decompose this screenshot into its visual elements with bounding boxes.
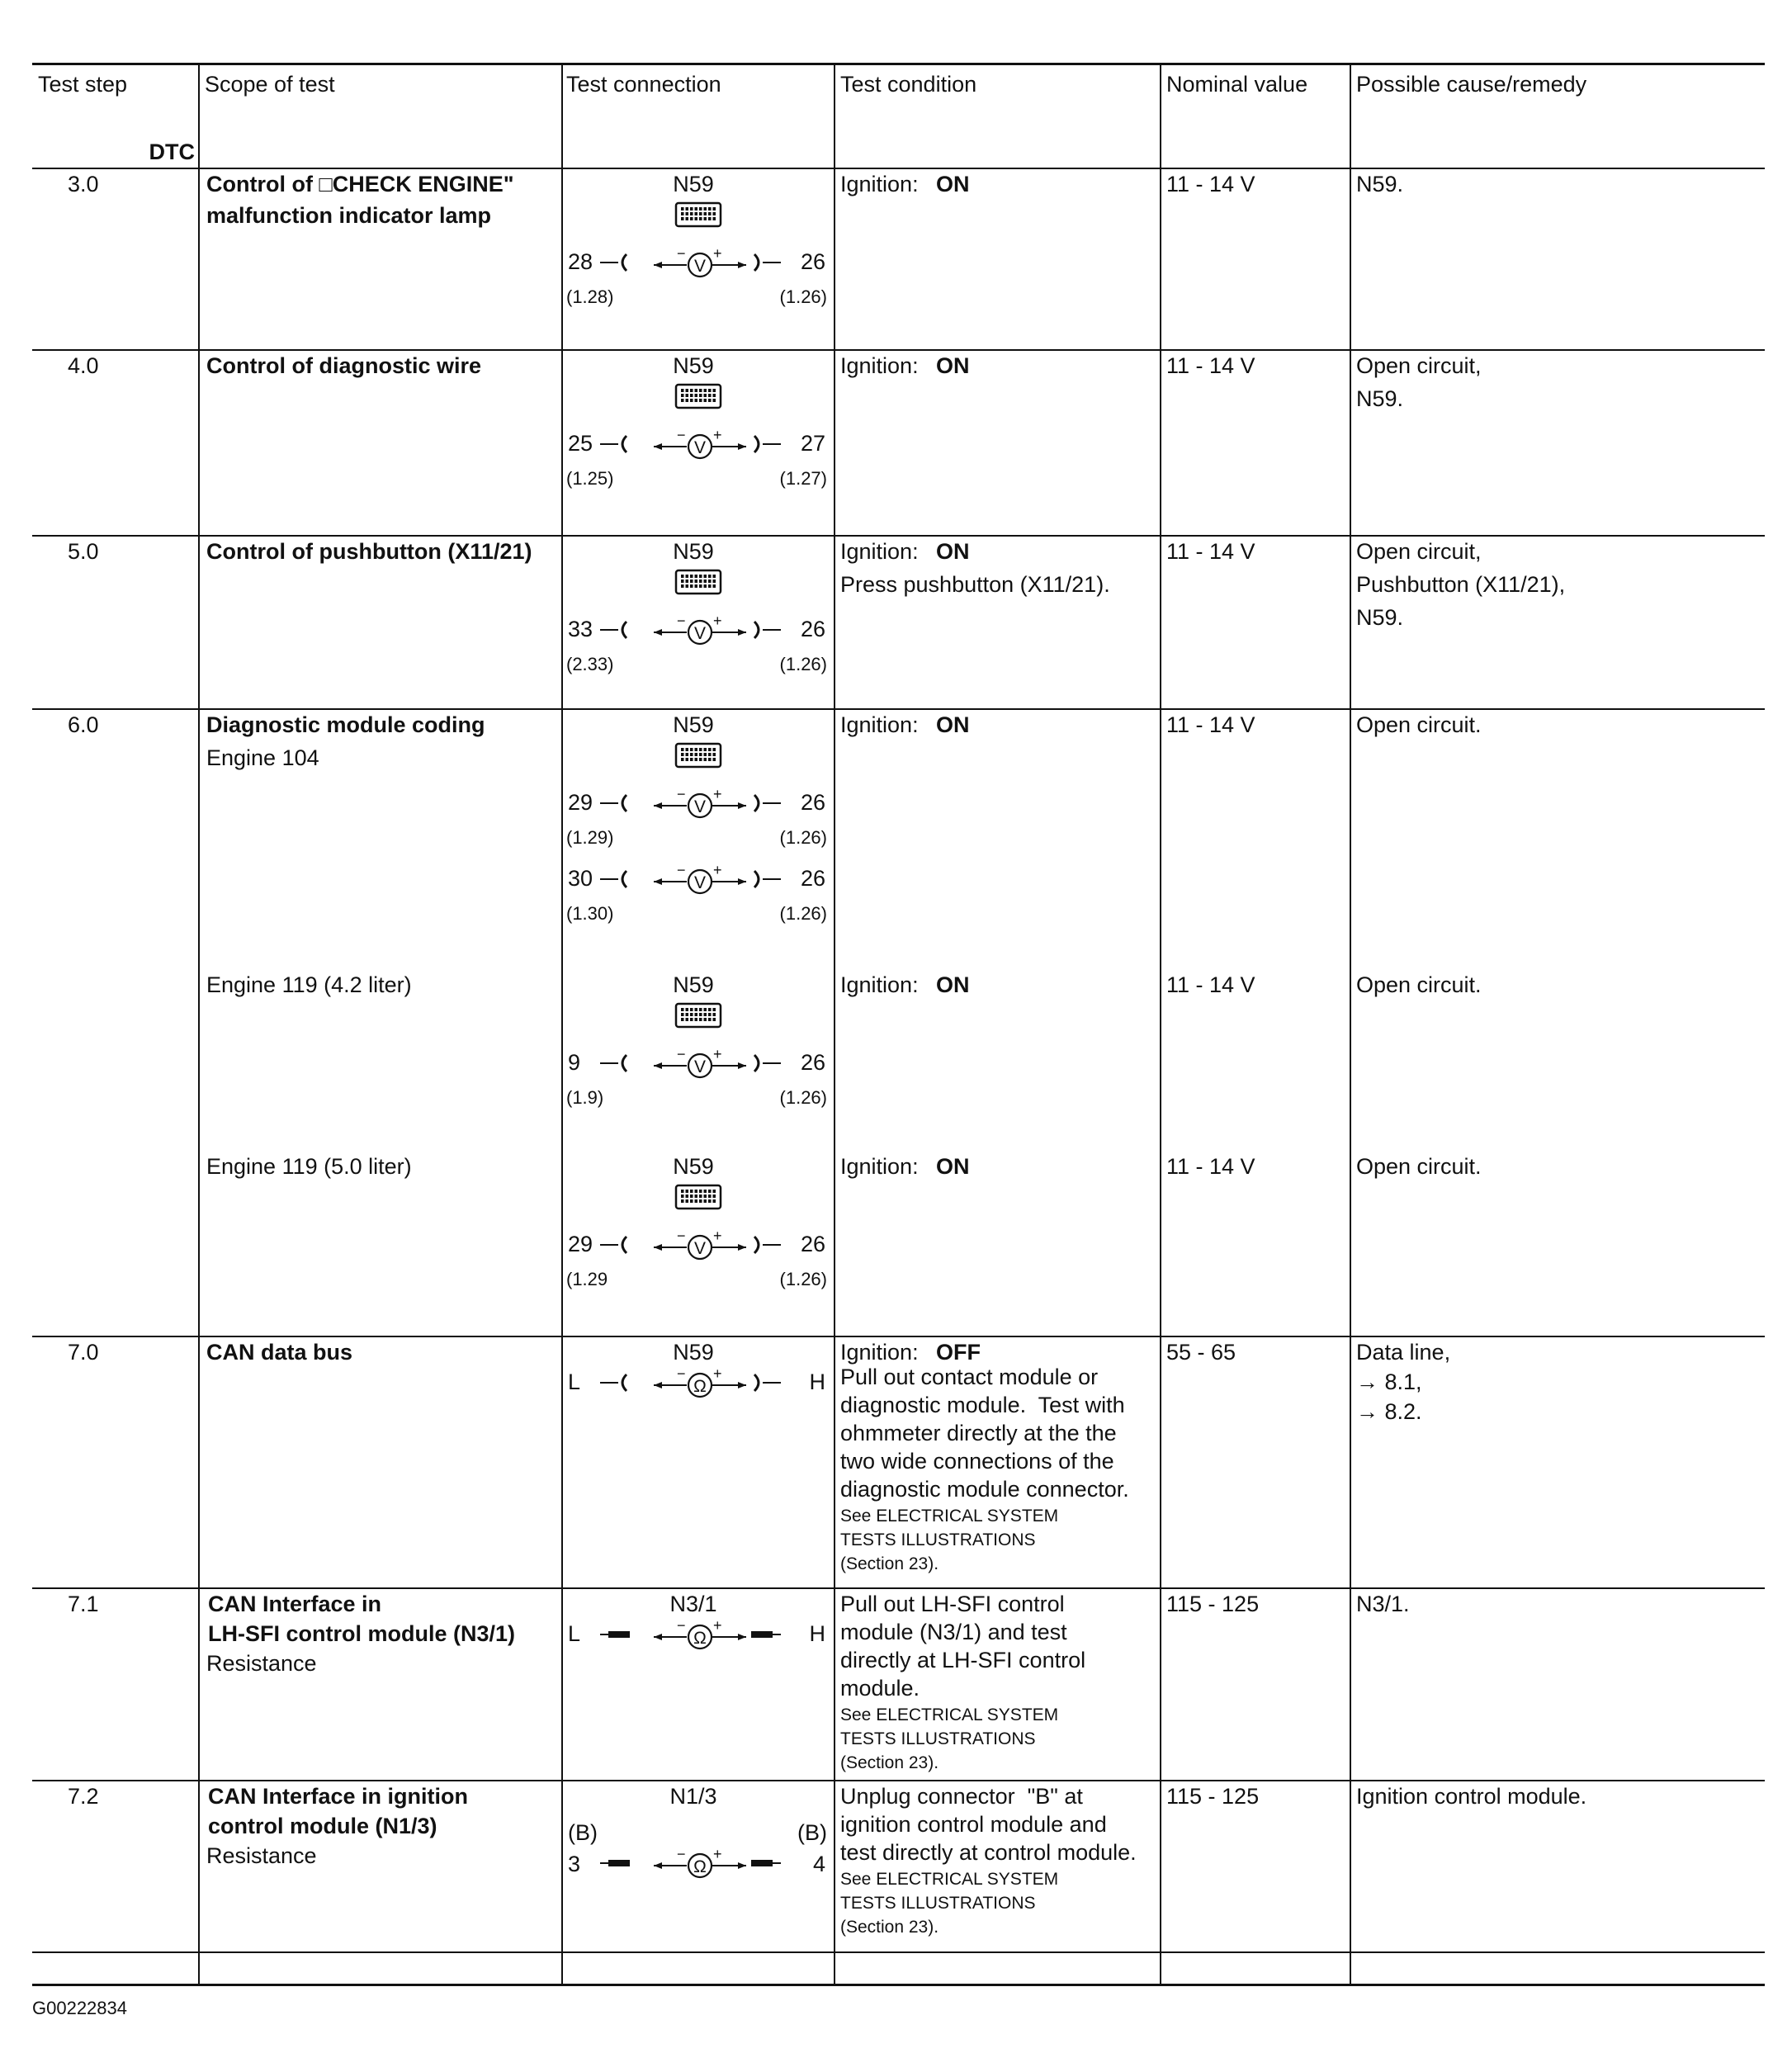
condition-note: See ELECTRICAL SYSTEM [840,1705,1059,1724]
voltmeter-icon [652,788,751,821]
control-module-icon [674,382,723,410]
svg-text:−: − [677,614,686,629]
pin-left: 28 [568,249,593,274]
nominal-value: 11 - 14 V [1166,353,1255,378]
remedy-text: N59. [1356,386,1404,411]
svg-text:−: − [677,247,686,262]
remedy-text: Open circuit, [1356,539,1482,564]
svg-text:−: − [677,1048,686,1062]
condition-text: module (N3/1) and test [840,1620,1067,1644]
svg-text:−: − [677,428,686,443]
column-divider [1350,63,1351,1984]
pin-left: 25 [568,431,593,456]
column-divider [198,63,200,1984]
condition-note: TESTS ILLUSTRATIONS [840,1530,1036,1549]
svg-text:−: − [677,863,686,878]
scope-detail: Engine 119 (4.2 liter) [206,972,412,997]
svg-text:Ω: Ω [693,1377,707,1396]
module-designation: N1/3 [669,1784,717,1809]
pin-right-ref: (1.26) [779,903,827,924]
scope-detail: Resistance [206,1843,317,1868]
header-test-step: Test step [38,72,128,97]
pin-left-ref: (1.28) [566,286,614,307]
condition-label: Ignition: [840,712,919,737]
svg-text:+: + [713,247,722,262]
module-designation: N59 [673,1340,714,1365]
svg-text:+: + [713,1847,722,1862]
svg-text:+: + [713,1048,722,1062]
test-lead-left [598,1232,635,1257]
svg-text:+: + [713,1229,722,1244]
condition-state: ON [936,353,970,378]
svg-text:−: − [677,1847,686,1862]
svg-text:−: − [677,1229,686,1244]
pin-right-ref: (1.26) [779,1087,827,1108]
svg-text:+: + [713,788,722,802]
test-lead-right [746,1051,783,1076]
condition-text: Press pushbutton (X11/21). [840,572,1110,597]
condition-text: module. [840,1676,920,1701]
condition-text: ohmmeter directly at the the [840,1421,1117,1445]
condition-note: TESTS ILLUSTRATIONS [840,1729,1036,1748]
test-step-number: 6.0 [68,712,99,737]
condition-text: ignition control module and [840,1812,1107,1837]
pin-left: L [568,1621,581,1646]
table-rule [32,535,1765,537]
header-connection: Test connection [566,72,721,97]
remedy-text: N3/1. [1356,1592,1410,1616]
module-designation: N59 [673,539,714,564]
control-module-icon [674,568,723,596]
control-module-icon [674,201,723,229]
voltmeter-icon [652,247,751,280]
table-rule [32,708,1765,710]
pin-right: 26 [800,617,825,641]
condition-text: two wide connections of the [840,1449,1114,1474]
condition-state: ON [936,1154,970,1179]
remedy-text: Ignition control module. [1356,1784,1587,1809]
pin-left: 33 [568,617,593,641]
condition-label: Ignition: [840,539,919,564]
ohmmeter-icon [652,1367,751,1400]
pin-left: L [568,1370,581,1394]
test-lead-left [598,1051,635,1076]
table-rule [32,1984,1765,1986]
voltmeter-icon [652,1229,751,1262]
condition-text: directly at LH-SFI control [840,1648,1086,1672]
column-divider [561,63,563,1984]
pin-right-ref: (1.26) [779,1269,827,1289]
test-lead-right [746,791,783,816]
column-divider [1160,63,1161,1984]
module-designation: N59 [673,972,714,997]
condition-label: Ignition: [840,1154,919,1179]
svg-text:Ω: Ω [693,1629,707,1648]
pin-right-ref: (1.26) [779,654,827,674]
scope-title: Control of pushbutton (X11/21) [206,539,532,564]
test-lead-right [746,1622,783,1647]
remedy-text: Open circuit. [1356,972,1482,997]
remedy-text: Open circuit, [1356,353,1482,378]
test-lead-right [746,250,783,275]
svg-text:Ω: Ω [693,1857,707,1876]
connector-label-left: (B) [568,1820,598,1845]
svg-text:+: + [713,863,722,878]
module-designation: N59 [673,353,714,378]
condition-label: Ignition: [840,972,919,997]
test-step-number: 7.2 [68,1784,99,1809]
test-lead-left [598,617,635,642]
test-lead-right [746,867,783,892]
svg-text:+: + [713,614,722,629]
condition-text: Pull out contact module or [840,1365,1099,1389]
nominal-value: 11 - 14 V [1166,972,1255,997]
header-condition: Test condition [840,72,977,97]
connector-label-right: (B) [797,1820,827,1845]
voltmeter-icon [652,614,751,647]
pin-right-ref: (1.27) [779,468,827,489]
condition-note: See ELECTRICAL SYSTEM [840,1507,1059,1526]
header-scope: Scope of test [205,72,335,97]
nominal-value: 11 - 14 V [1166,172,1255,196]
condition-state: ON [936,712,970,737]
table-rule [32,1336,1765,1337]
test-step-number: 3.0 [68,172,99,196]
table-rule [32,1951,1765,1953]
pin-right-ref: (1.26) [779,827,827,848]
svg-text:−: − [677,1619,686,1634]
remedy-text: Data line, [1356,1340,1451,1365]
svg-text:+: + [713,1367,722,1382]
nominal-value: 55 - 65 [1166,1340,1236,1365]
pin-right: 26 [800,249,825,274]
voltmeter-icon [652,428,751,461]
pin-right: 26 [800,1232,825,1256]
condition-note: (Section 23). [840,1753,939,1772]
test-step-number: 4.0 [68,353,99,378]
test-lead-left [598,867,635,892]
pin-right: 26 [800,790,825,815]
svg-text:V: V [693,1239,707,1258]
control-module-icon [674,741,723,769]
pin-left-ref: (2.33) [566,654,614,674]
scope-detail: Resistance [206,1651,317,1676]
table-rule [32,168,1765,169]
test-step-number: 7.0 [68,1340,99,1365]
svg-text:V: V [693,438,707,457]
voltmeter-icon [652,863,751,896]
pin-left-ref: (1.25) [566,468,614,489]
condition-note: TESTS ILLUSTRATIONS [840,1894,1036,1913]
test-lead-right [746,1370,783,1395]
scope-title: Control of diagnostic wire [206,353,482,378]
scope-title: CAN Interface in [208,1592,382,1616]
remedy-text: Pushbutton (X11/21), [1356,572,1566,597]
condition-label: Ignition: [840,172,919,196]
nominal-value: 11 - 14 V [1166,1154,1255,1179]
pin-left: 29 [568,1232,593,1256]
pin-right: 26 [800,866,825,891]
remedy-text: → 8.1, [1356,1370,1422,1394]
figure-id: G00222834 [32,1998,127,2018]
pin-left: 9 [568,1050,581,1075]
condition-note: See ELECTRICAL SYSTEM [840,1870,1059,1889]
scope-title: LH-SFI control module (N3/1) [208,1621,516,1646]
test-lead-left [598,1851,635,1876]
test-lead-left [598,1622,635,1647]
pin-left-ref: (1.29 [566,1269,608,1289]
module-designation: N3/1 [669,1592,717,1616]
module-designation: N59 [673,172,714,196]
nominal-value: 11 - 14 V [1166,539,1255,564]
module-designation: N59 [673,1154,714,1179]
svg-text:+: + [713,1619,722,1634]
pin-right: 26 [800,1050,825,1075]
condition-text: Unplug connector "B" at [840,1784,1083,1809]
scope-title: Diagnostic module coding [206,712,485,737]
svg-text:V: V [693,257,707,276]
remedy-text: → 8.2. [1356,1399,1422,1424]
svg-text:+: + [713,428,722,443]
header-remedy: Possible cause/remedy [1356,72,1587,97]
pin-right: 27 [800,431,825,456]
pin-right-ref: (1.26) [779,286,827,307]
scope-title: CAN Interface in ignition [208,1784,469,1809]
test-lead-left [598,791,635,816]
svg-text:V: V [693,873,707,892]
pin-left: 3 [568,1852,581,1876]
scope-detail: Engine 119 (5.0 liter) [206,1154,412,1179]
svg-text:V: V [693,624,707,643]
remedy-text: N59. [1356,172,1404,196]
module-designation: N59 [673,712,714,737]
condition-state: ON [936,172,970,196]
voltmeter-icon [652,1048,751,1081]
scope-title: control module (N1/3) [208,1814,437,1838]
remedy-text: Open circuit. [1356,712,1482,737]
svg-text:−: − [677,1367,686,1382]
nominal-value: 115 - 125 [1166,1592,1260,1616]
pin-right: H [809,1370,825,1394]
scope-title: Control of □CHECK ENGINE" [206,172,514,196]
condition-label: Ignition: [840,353,919,378]
scope-title: malfunction indicator lamp [206,203,492,228]
test-lead-left [598,432,635,457]
pin-left: 30 [568,866,593,891]
condition-label: Ignition: [840,1340,919,1365]
condition-state: OFF [936,1340,981,1365]
table-rule [32,1587,1765,1589]
condition-state: ON [936,539,970,564]
table-rule [32,63,1765,65]
pin-left: 29 [568,790,593,815]
header-nominal: Nominal value [1166,72,1308,97]
svg-text:V: V [693,1057,707,1076]
header-dtc: DTC [149,140,195,164]
scope-detail: Engine 104 [206,745,319,770]
test-step-number: 7.1 [68,1592,99,1616]
scope-title: CAN data bus [206,1340,353,1365]
test-lead-right [746,617,783,642]
condition-note: (Section 23). [840,1554,939,1573]
pin-left-ref: (1.30) [566,903,614,924]
test-lead-right [746,1232,783,1257]
ohmmeter-icon [652,1619,751,1652]
test-lead-left [598,250,635,275]
condition-text: Pull out LH-SFI control [840,1592,1065,1616]
remedy-text: Open circuit. [1356,1154,1482,1179]
pin-left-ref: (1.9) [566,1087,604,1108]
condition-state: ON [936,972,970,997]
condition-text: test directly at control module. [840,1840,1137,1865]
pin-left-ref: (1.29) [566,827,614,848]
remedy-text: N59. [1356,605,1404,630]
ohmmeter-icon [652,1847,751,1880]
test-lead-right [746,1851,783,1876]
condition-text: diagnostic module. Test with [840,1393,1125,1417]
nominal-value: 11 - 14 V [1166,712,1255,737]
pin-right: 4 [812,1852,825,1876]
table-rule [32,349,1765,351]
test-lead-right [746,432,783,457]
test-lead-left [598,1370,635,1395]
svg-text:−: − [677,788,686,802]
svg-text:V: V [693,797,707,816]
condition-note: (Section 23). [840,1918,939,1937]
control-module-icon [674,1183,723,1211]
test-step-number: 5.0 [68,539,99,564]
condition-text: diagnostic module connector. [840,1477,1129,1502]
table-rule [32,1780,1765,1781]
nominal-value: 115 - 125 [1166,1784,1260,1809]
column-divider [834,63,835,1984]
pin-right: H [809,1621,825,1646]
control-module-icon [674,1001,723,1029]
